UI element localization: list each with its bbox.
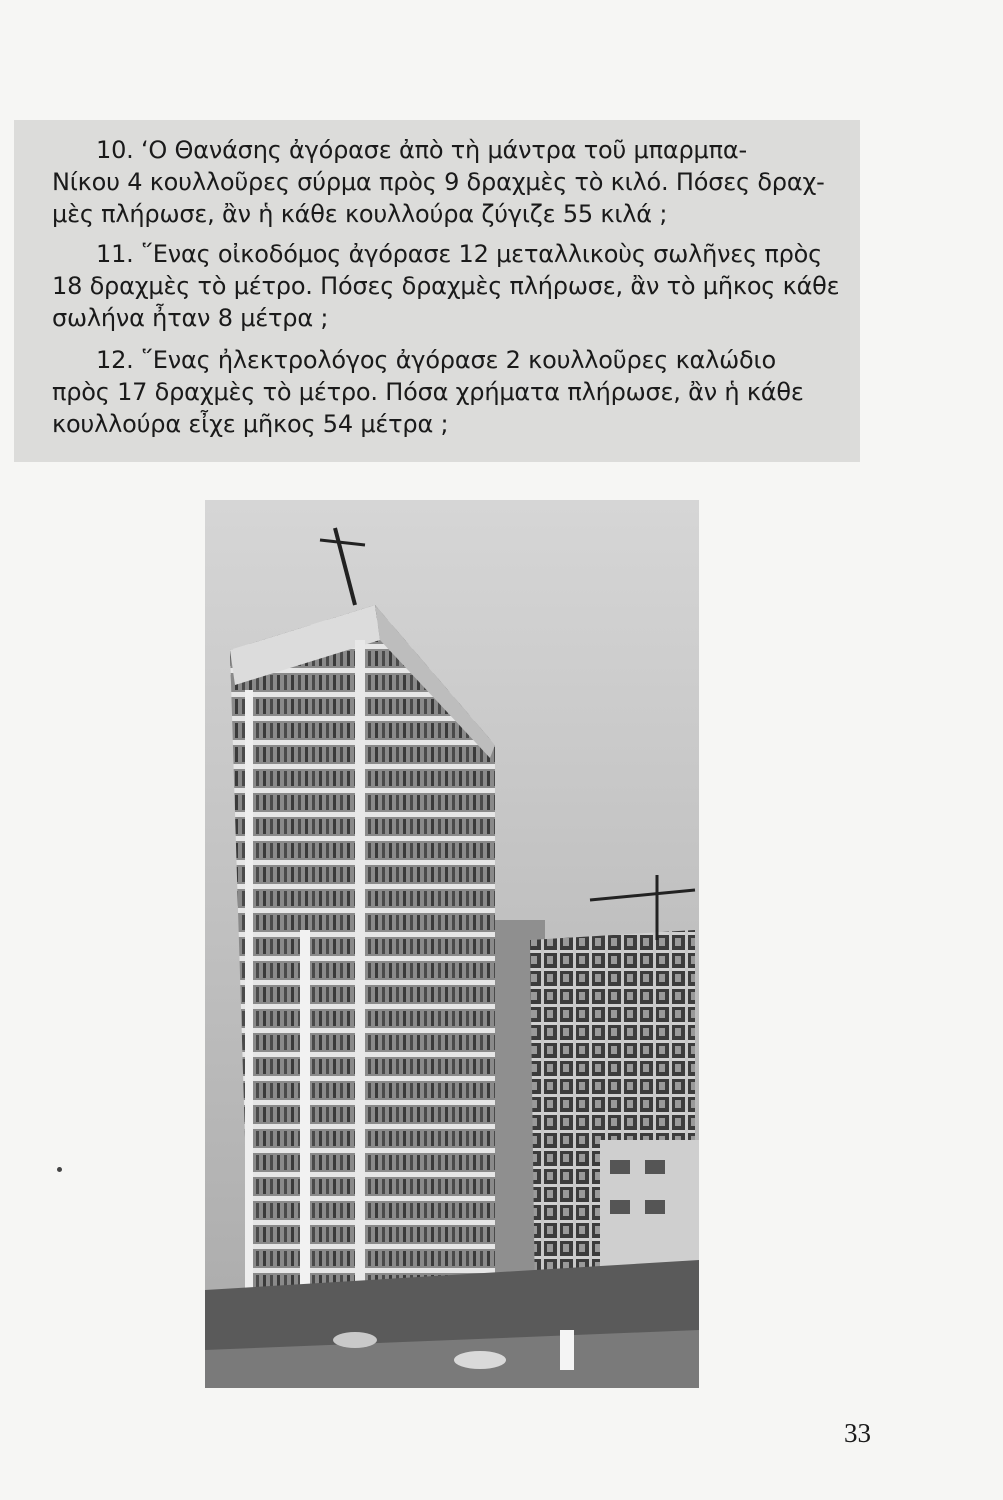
problem-12: [52, 344, 830, 440]
problem-11-line-1: 11. ῞Ενας οἰκοδόμος ἀγόρασε 12 μεταλλικοὺς σωλῆνες πρὸς: [96, 240, 823, 268]
construction-photo: [205, 500, 699, 1388]
problem-10-line-3: μὲς πλήρωσε, ἂν ἡ κάθε κουλλούρα ζύγιζε 55 κιλά ;: [52, 200, 668, 228]
problem-12-line-2: πρὸς 17 δραχμὲς τὸ μέτρο. Πόσα χρήματα πλήρωσε, ἂν ἡ κάθε: [52, 378, 804, 406]
print-speck: [57, 1167, 62, 1172]
problem-11: [52, 238, 840, 334]
problem-10-line-2: Νίκου 4 κουλλοῦρες σύρμα πρὸς 9 δραχμὲς τὸ κιλό. Πόσες δραχ-: [52, 168, 825, 196]
construction-photo-illustration: [205, 500, 699, 1388]
problem-10-line-1: 10. ‘Ο Θανάσης ἀγόρασε ἀπὸ τὴ μάντρα τοῦ μπαρμπα-: [96, 136, 747, 164]
problem-12-line-1: 12. ῞Ενας ἠλεκτρολόγος ἀγόρασε 2 κουλλοῦρες καλώδιο: [96, 346, 776, 374]
problem-11-line-2: 18 δραχμὲς τὸ μέτρο. Πόσες δραχμὲς πλήρωσε, ἂν τὸ μῆκος κάθε: [52, 272, 840, 300]
problem-10: [52, 134, 830, 230]
page-number: 33: [844, 1418, 871, 1448]
problem-12-line-3: κουλλούρα εἶχε μῆκος 54 μέτρα ;: [52, 410, 449, 438]
problem-11-line-3: σωλήνα ἦταν 8 μέτρα ;: [52, 304, 329, 332]
